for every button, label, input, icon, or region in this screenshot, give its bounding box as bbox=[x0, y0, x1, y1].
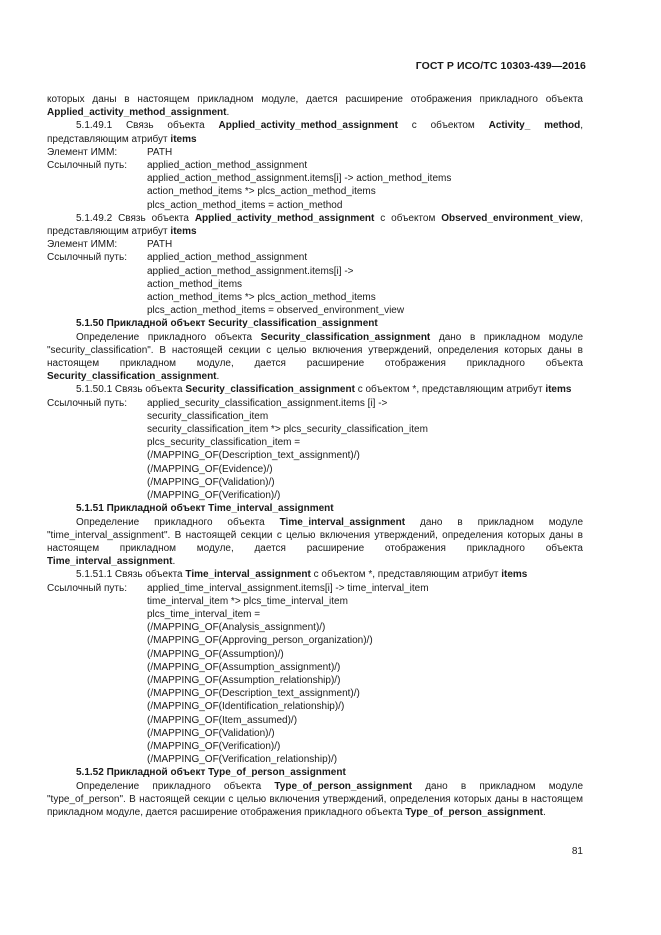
mapping-row: Элемент ИММ: PATH bbox=[47, 239, 173, 251]
mapping-line: (/MAPPING_OF(Item_assumed)/) bbox=[147, 714, 298, 726]
mapping-line: plcs_security_classification_item = bbox=[147, 437, 301, 449]
mapping-line: applied_action_method_assignment.items[i] -> action_method_items bbox=[147, 173, 452, 185]
subsection-5-1-51-1: 5.1.51.1 Связь объекта Time_interval_assignment с объектом *, представляющим атрибут items bbox=[76, 569, 528, 581]
mapping-line: (/MAPPING_OF(Description_text_assignment)/) bbox=[147, 450, 360, 462]
mapping-line: plcs_action_method_items = action_method bbox=[147, 199, 343, 211]
mapping-line: action_method_items bbox=[147, 278, 243, 290]
mapping-line: (/MAPPING_OF(Verification_relationship)/) bbox=[147, 754, 338, 766]
mapping-line: plcs_time_interval_item = bbox=[147, 608, 261, 620]
mapping-line: action_method_items *> plcs_action_method_items bbox=[147, 186, 376, 198]
mapping-row: Ссылочный путь: applied_time_interval_assignment.items[i] -> time_interval_item bbox=[47, 582, 429, 594]
section-heading-5-1-51: 5.1.51 Прикладной объект Time_interval_assignment bbox=[76, 503, 334, 515]
mapping-line: (/MAPPING_OF(Assumption)/) bbox=[147, 648, 284, 660]
mapping-line: (/MAPPING_OF(Approving_person_organization)/) bbox=[147, 635, 373, 647]
paragraph: Определение прикладного объекта Type_of_person_assignment дано в прикладном модуле "type_of_person". В настоящей секции с целью включения утверждений, определения которых даны в настоящем прикладном модуле, дается расширение отображения прикладного объекта Type_of_person_assignment. bbox=[47, 780, 584, 818]
mapping-line: time_interval_item *> plcs_time_interval_item bbox=[147, 595, 348, 607]
mapping-line: (/MAPPING_OF(Verification)/) bbox=[147, 740, 281, 752]
paragraph: Определение прикладного объекта Time_interval_assignment дано в прикладном модуле "time_interval_assignment". В настоящей секции с целью включения утверждений, определения которых даны в настоящем прикладном модуле, дается расширение отображения прикладного объекта Time_interval_assignment. bbox=[47, 516, 583, 568]
mapping-line: security_classification_item *> plcs_security_classification_item bbox=[147, 424, 428, 436]
mapping-line: applied_action_method_assignment.items[i] -> bbox=[147, 265, 354, 277]
page-content bbox=[47, 93, 583, 819]
mapping-row: Ссылочный путь: applied_security_classification_assignment.items [i] -> bbox=[47, 397, 388, 409]
document-header: ГОСТ Р ИСО/ТС 10303-439—2016 bbox=[415, 60, 586, 72]
mapping-line: (/MAPPING_OF(Validation)/) bbox=[147, 476, 275, 488]
subsection-5-1-49-1: 5.1.49.1 Связь объекта Applied_activity_method_assignment с объектом Activity_ method, представляющим атрибут items bbox=[47, 120, 583, 145]
mapping-line: (/MAPPING_OF(Description_text_assignment)/) bbox=[147, 688, 360, 700]
mapping-line: (/MAPPING_OF(Identification_relationship)/) bbox=[147, 701, 345, 713]
paragraph: которых даны в настоящем прикладном модуле, дается расширение отображения прикладного объекта Applied_activity_method_assignment. bbox=[47, 94, 583, 119]
subsection-5-1-50-1: 5.1.50.1 Связь объекта Security_classification_assignment с объектом *, представляющим атрибут items bbox=[76, 384, 572, 396]
subsection-5-1-49-2: 5.1.49.2 Связь объекта Applied_activity_method_assignment с объектом Observed_environment_view, представляющим атрибут items bbox=[47, 212, 583, 238]
paragraph: Определение прикладного объекта Security_classification_assignment дано в прикладном модуле "security_classification". В настоящей секции с целью включения утверждений, определения которых даны в настоящем прикладном модуле, дается расширение отображения прикладного объекта Security_classification_assignment. bbox=[47, 331, 584, 383]
mapping-row: Ссылочный путь: applied_action_method_assignment bbox=[47, 160, 308, 172]
mapping-row: Элемент ИММ: PATH bbox=[47, 146, 173, 158]
mapping-line: (/MAPPING_OF(Analysis_assignment)/) bbox=[147, 622, 326, 634]
section-heading-5-1-52: 5.1.52 Прикладной объект Type_of_person_assignment bbox=[76, 767, 346, 779]
mapping-line: security_classification_item bbox=[147, 410, 269, 422]
mapping-line: plcs_action_method_items = observed_environment_view bbox=[147, 305, 405, 317]
mapping-line: (/MAPPING_OF(Evidence)/) bbox=[147, 463, 273, 475]
mapping-line: action_method_items *> plcs_action_method_items bbox=[147, 292, 376, 304]
mapping-row: Ссылочный путь: applied_action_method_assignment bbox=[47, 252, 308, 264]
mapping-line: (/MAPPING_OF(Assumption_relationship)/) bbox=[147, 674, 341, 686]
mapping-line: (/MAPPING_OF(Verification)/) bbox=[147, 490, 281, 502]
mapping-line: (/MAPPING_OF(Assumption_assignment)/) bbox=[147, 661, 341, 673]
section-heading-5-1-50: 5.1.50 Прикладной объект Security_classification_assignment bbox=[76, 318, 378, 330]
page-number: 81 bbox=[571, 846, 583, 857]
mapping-line: (/MAPPING_OF(Validation)/) bbox=[147, 727, 275, 739]
